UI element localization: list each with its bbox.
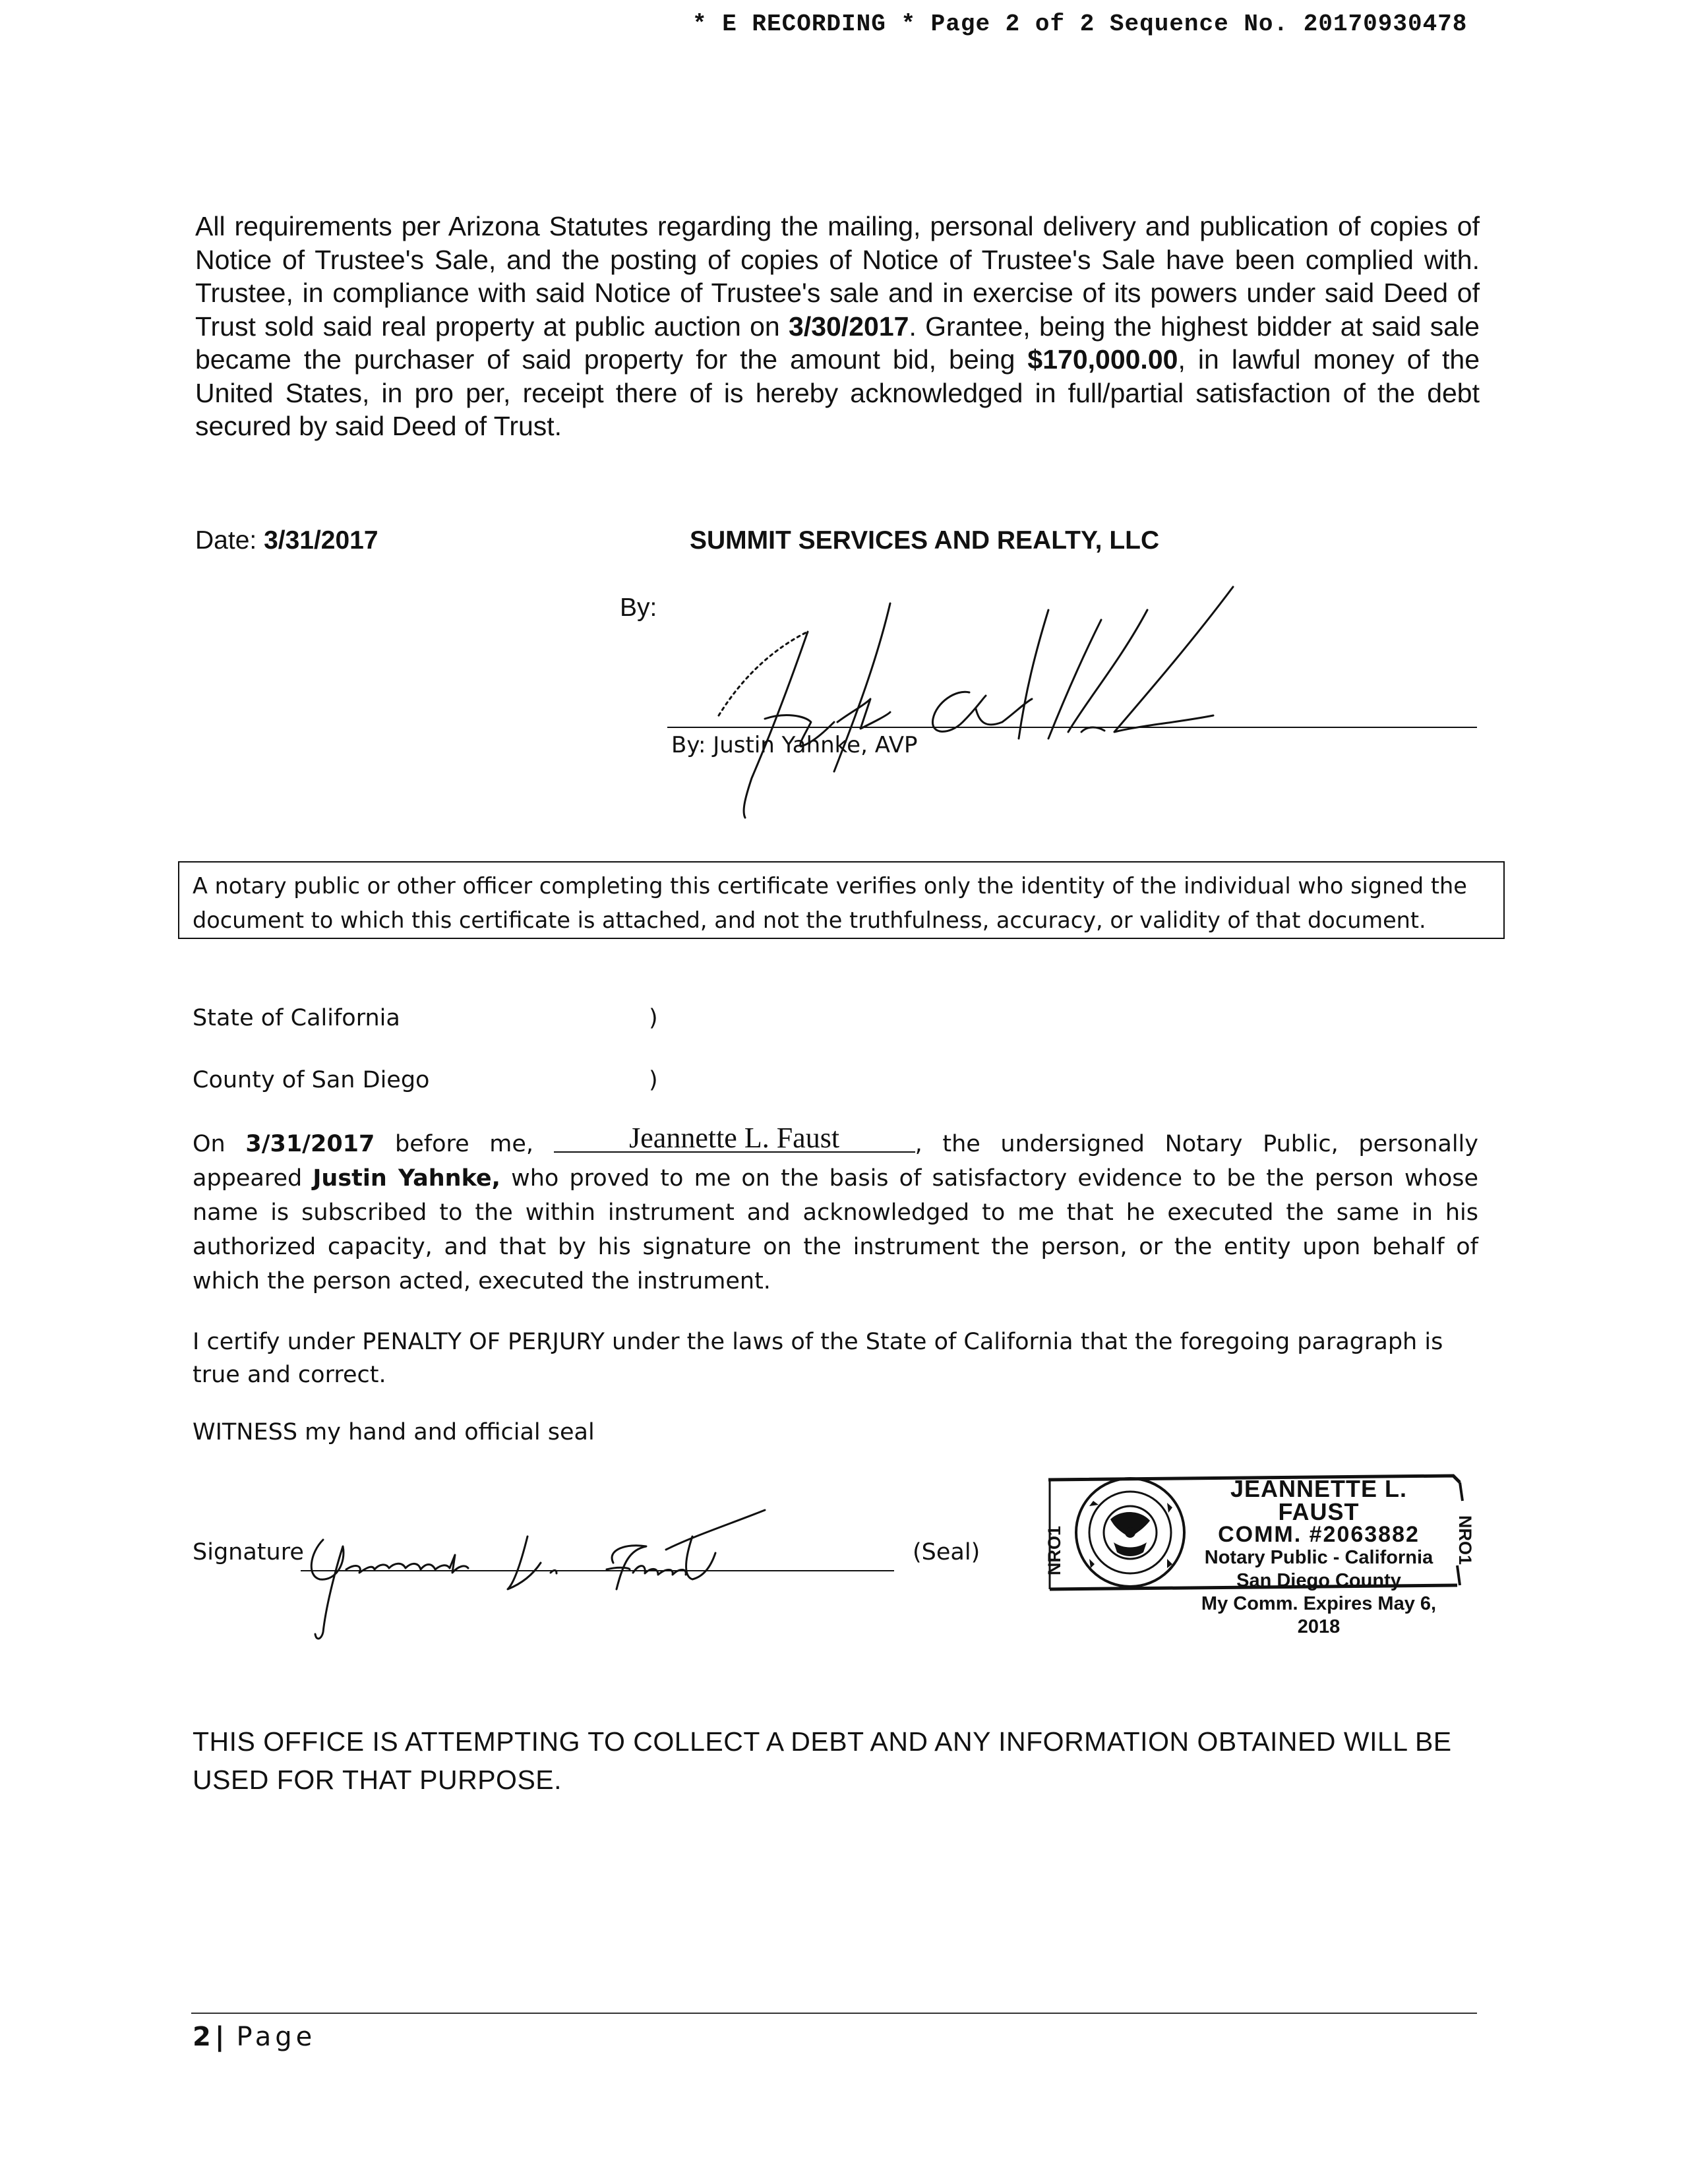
perjury-certification: I certify under PENALTY OF PERJURY under the laws of the State of California that the foregoing paragraph is true and correct. <box>193 1329 1443 1388</box>
page-number: 2 <box>193 2022 211 2052</box>
ack-date: 3/31/2017 <box>245 1131 375 1157</box>
debt-collection-notice: THIS OFFICE IS ATTEMPTING TO COLLECT A DEBT AND ANY INFORMATION OBTAINED WILL BE USED FOR THAT PURPOSE. <box>193 1726 1452 1795</box>
ack-appearer: Justin Yahnke, <box>313 1165 500 1192</box>
stamp-code-right: NRO1 <box>1455 1515 1476 1565</box>
date-value: 3/31/2017 <box>264 526 378 555</box>
footer-divider <box>191 2013 1477 2014</box>
page-separator: | <box>214 2022 229 2052</box>
acknowledgment-paragraph <box>193 1122 1478 1298</box>
page-footer <box>193 2022 316 2052</box>
stamp-commission: COMM. #2063882 <box>1218 1522 1420 1547</box>
stamp-notary-name: JEANNETTE L. FAUST <box>1230 1475 1408 1525</box>
sale-statement-text-3: , in lawful money of the United States, in pro per, receipt there of is hereby acknowledged in full/partial satisfaction of the debt secured by said Deed of Trust. <box>195 344 1480 441</box>
stamp-county: San Diego County <box>1236 1570 1401 1591</box>
page-word: Page <box>236 2022 316 2052</box>
stamp-notary-title: Notary Public - California <box>1204 1547 1433 1568</box>
trustee-signature <box>692 580 1259 831</box>
notary-name-field: Jeannette L. Faust <box>554 1125 915 1153</box>
sale-statement-text-1: All requirements per Arizona Statutes regarding the mailing, personal delivery and publication of copies of Notice of Trustee's Sale, and the posting of copies of Notice of Trustee's Sale have been complied with. Trustee, in compliance with said Notice of Trustee's sale and in exercise of its powers under said Deed of Trust sold said real property at public auction on <box>195 211 1480 342</box>
stamp-expiration: My Comm. Expires May 6, 2018 <box>1201 1593 1437 1637</box>
signer-name: By: Justin Yahnke, AVP <box>671 732 918 758</box>
sale-amount: $170,000.00 <box>1027 344 1178 375</box>
venue-county-paren: ) <box>649 1067 658 1093</box>
venue-county: County of San Diego <box>193 1067 430 1093</box>
ack-after-name: , the undersigned Notary Public, personally appeared <box>193 1131 1478 1192</box>
auction-date: 3/30/2017 <box>789 311 909 342</box>
recording-header: * E RECORDING * Page 2 of 2 Sequence No. 20170930478 <box>692 11 1468 38</box>
seal-label: (Seal) <box>913 1539 980 1565</box>
by-label: By: <box>620 593 657 622</box>
sale-statement-paragraph <box>195 210 1480 443</box>
company-name: SUMMIT SERVICES AND REALTY, LLC <box>690 526 1160 555</box>
ack-before-me: before me, <box>375 1131 554 1157</box>
venue-state-paren: ) <box>649 1005 658 1031</box>
notary-signature <box>297 1490 798 1642</box>
signature-label: Signature <box>193 1539 304 1565</box>
witness-line: WITNESS my hand and official seal <box>193 1419 595 1445</box>
notary-stamp-text <box>1187 1477 1451 1639</box>
ack-on-label: On <box>193 1131 246 1157</box>
venue-state: State of California <box>193 1005 400 1031</box>
date-label: Date: <box>195 526 264 555</box>
ack-rest: who proved to me on the basis of satisfactory evidence to be the person whose name is subscribed to the within instrument and acknowledged to me that he executed the same in his authorized capacity, and that by his signature on the instrument the person, or the entity upon behalf of which the person acted, executed the instrument. <box>193 1165 1478 1294</box>
stamp-code-left: NRO1 <box>1044 1525 1065 1576</box>
execution-date <box>195 526 378 555</box>
sale-statement-text-2: . Grantee, being the highest bidder at said sale became the purchaser of said property for the amount bid, being <box>195 311 1480 375</box>
notary-disclaimer-box: A notary public or other officer completing this certificate verifies only the identity of the individual who signed the document to which this certificate is attached, and not the truthfulness, accuracy, or validity of that document. <box>178 861 1505 939</box>
